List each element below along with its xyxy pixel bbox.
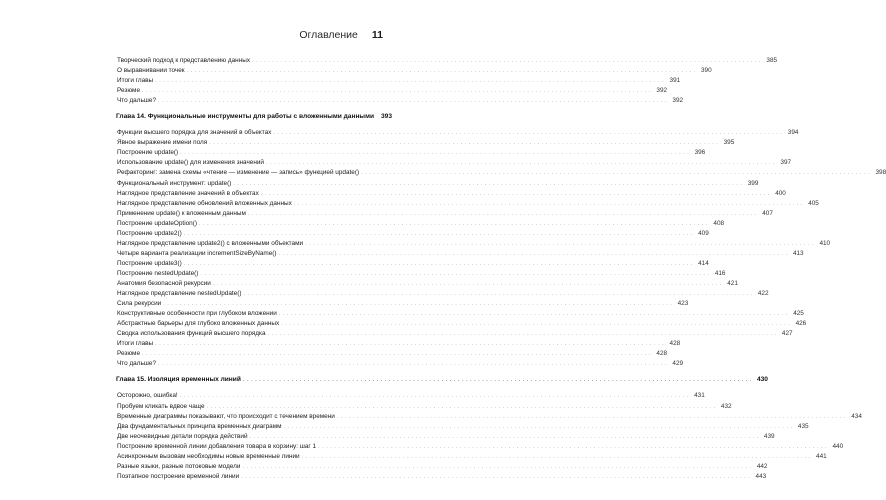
dot-leader: . . . . . . . . . . . . . . . . . . . . . . . . . . . . . . . . . . . . . . . . . . . . . . . . . . . . . . . . . . . . . . . . . . . . . . . . . . . . . . . . . . . . . . . . . . . . . . . . . . . . . . . . . . . . . . . . . . . . . . . . . . . . . . xyxy=(305,240,815,247)
toc-entry-title: Разные языки, разные потоковые модели xyxy=(117,462,241,470)
toc-entry[interactable] xyxy=(116,442,844,452)
dot-leader: . . . . . . . . . . . . . . . . . . . . . . . . . . . . . . . . . . . . . . . . . . . . . . . . . . . . . . . . . . . . . . . . . . . . . . . . . . . . . . . . . . . . . . . . . . . . . . . . . . . . . . . . . . . . . . . . . . . . . . . . . . . . . . xyxy=(283,423,793,430)
toc-entry-page: 396 xyxy=(694,149,706,157)
dot-leader: . . . . . . . . . . . . . . . . . . . . . . . . . . . . . . . . . . . . . . . . . . . . . . . . . . . . . . . . . . . . . . . . . . . . . . . . . . . . . . . . . . . . . . . . . . . . . . . . . . . . . . . . . . . . . . . . . . . . . . . . . . . . . . xyxy=(336,413,846,420)
toc-entry[interactable] xyxy=(116,472,767,482)
toc-entry-page: 385 xyxy=(766,57,778,64)
running-head xyxy=(116,29,383,41)
toc-entry-page: 416 xyxy=(714,269,726,277)
toc-entry-title: Наглядное представление значений в объектах xyxy=(117,189,259,197)
toc-entry-page: 426 xyxy=(795,320,807,328)
dot-leader: . . . . . . . . . . . . . . . . . . . . . . . . . . . . . . . . . . . . . . . . . . . . . . . . . . . . . . . . . . . . . . . . . . . . . . . . . . . . . . . . . . . . . . . . . . . . . . . . . . . . . . . . . . . . . . . . . . . . . . . . . . . . . . xyxy=(183,260,693,267)
toc-entry[interactable] xyxy=(116,462,768,472)
toc-entry[interactable] xyxy=(116,66,712,76)
toc-entry-title: Использование update() для изменения значений xyxy=(117,159,265,167)
toc-entry-title: Наглядное представление обновлений вложенных данных xyxy=(117,199,292,207)
toc-entry-title: Построение updateOption() xyxy=(117,219,197,227)
dot-leader: . . . . . . . . . . . . . . . . . . . . . . . . . . . . . . . . . . . . . . . . . . . . . . . . . . . . . . . . . . . . . . . . . . . . . . . . . . . . . . . . . . . . . . . . . . . . . . . . . . . . . . . . . . . . . . . . . . . . . . . . . . . . . . xyxy=(200,270,710,277)
toc-entry-page: 407 xyxy=(762,209,773,217)
toc-entry-title: Построение nestedUpdate() xyxy=(117,269,199,277)
toc-entry-title: Применение update() к вложенным данным xyxy=(117,209,246,217)
dot-leader: . . . . . . . . . . . . . . . . . . . . . . . . . . . . . . . . . . . . . . . . . . . . . . . . . . . . . . . . . . . . . . . . . . . . . . . . . . . . . . . . . . . . . . . . . . . . . . . . . . . . . . . . . . . . . . . . . . . . . . . . . . . . . . xyxy=(241,473,751,480)
dot-leader: . . . . . . . . . . . . . . . . . . . . . . . . . . . . . . . . . . . . . . . . . . . . . . . . . . . . . . . . . . . . . . . . . . . . . . . . . . . . . . . . . . . . . . . . . . . . . . . . . . . . . . . . . . . . . . . . . . . . . . . . . . . . . . xyxy=(281,321,791,328)
toc-entry-title: Рефакторинг: замена схемы «чтение — изменение — запись» функцией update() xyxy=(117,169,360,177)
toc-entry-page: 414 xyxy=(698,259,709,267)
dot-leader: . . . . . . . . . . . . . . . . . . . . . . . . . . . . . . . . . . . . . . . . . . . . . . . . . . . . . . . . . . . . . . . . . . . . . . . . . . . . . . . . . . . . . . . . . . . . . . . . . . . . . . . . . . . . . . . . . . . . . . . . . . . . . . xyxy=(267,331,777,338)
toc-entry-title: Итоги главы xyxy=(117,77,154,85)
toc-entry-page: 421 xyxy=(727,279,738,287)
toc-entry-title: Временные диаграммы показывают, что происходит с течением времени xyxy=(117,412,335,420)
toc-entry-page: 405 xyxy=(808,199,819,207)
toc-entry[interactable] xyxy=(116,319,807,329)
toc-entry-page: 394 xyxy=(787,129,799,137)
dot-leader: . . . . . . . . . . . . . . . . . . . . . . . . . . . . . . . . . . . . . . . . . . . . . . . . . . . . . . . . . . . . . . . . . . . . . . . . . . . . . . . . . . . . . . . . . . . . . . . . . . . . . . . . . . . . . . . . . . . . . . . . . . . . . . xyxy=(186,68,696,75)
dot-leader: . . . . . . . . . . . . . . . . . . . . . . . . . . . . . . . . . . . . . . . . . . . . . . . . . . . . . . . . . . . . . . . . . . . . . . . . . . . . . . . . . . . . . . . . . . . . . . . . . . . . . . . . . . . . . . . . . . . . . . . . . . . . . . xyxy=(142,351,652,358)
toc-entry[interactable] xyxy=(116,391,705,401)
toc-chapter-page: 393 xyxy=(380,113,392,121)
toc-entry[interactable] xyxy=(116,209,773,219)
dot-leader: . . . . . . . . . . . . . . . . . . . . . . . . . . . . . . . . . . . . . . . . . . . . . . . . . . . . . . . . . . . . . . . . . . . . . . . . . . . . . . . . . . . . . . . . . . . . . . . . . . . . . . . . . . . . . . . . . . . . . . . . . . . . . . xyxy=(163,301,673,308)
toc-chapter-page: 430 xyxy=(756,376,768,384)
toc-entry-page: 391 xyxy=(669,77,681,85)
toc-entry[interactable] xyxy=(116,158,792,168)
toc-entry-page: 410 xyxy=(819,239,831,247)
toc-chapter-title: Глава 14. Функциональные инструменты для работы с вложенными данными xyxy=(116,113,374,121)
toc-entry-title: Осторожно, ошибка! xyxy=(117,392,178,400)
toc-entry-page: 428 xyxy=(669,340,681,348)
toc-entry-title: Асинхронным вызовам необходимы новые временные линии xyxy=(117,452,300,460)
toc-entry[interactable] xyxy=(116,309,804,319)
toc-entry-page: 390 xyxy=(701,67,712,75)
toc-entry[interactable] xyxy=(116,299,689,309)
toc-entry-title: Сила рекурсии xyxy=(117,300,162,308)
dot-leader: . . . . . . . . . . . . . . . . . . . . . . . . . . . . . . . . . . . . . . . . . . . . . . . . . . . . . . . . . . . . . . . . . . . . . . . . . . . . . . . . . . . . . . . . . . . . . . . . . . . . . . . . . . . . . . . . . . . . . . . . . . . . . . xyxy=(252,58,762,64)
toc-entry-page: 422 xyxy=(757,290,769,298)
toc-entry[interactable] xyxy=(116,76,681,86)
toc-entry[interactable] xyxy=(116,96,684,106)
dot-leader: . . . . . . . . . . . . . . . . . . . . . . . . . . . . . . . . . . . . . . . . . . . . . . . . . . . . . . . . . . . . . . . . . . . . . . . . . . . . . . . . . . . . . . . . . . . . . . . . . . . . . . . . . . . . . . . . . . . . . . . . . . . . . . xyxy=(155,78,665,85)
toc-entry[interactable] xyxy=(116,189,786,199)
toc-entry-page: 398 xyxy=(875,169,886,177)
toc-entry-title: Что дальше? xyxy=(117,97,157,105)
dot-leader: . . . . . . . . . . . . . . . . . . . . . . . . . . . . . . . . . . . . . . . . . . . . . . . . . . . . . . . . . . . . . . . . . . . . . . . . . . . . . . . . . . . . . . . . . . . . . . . . . . . . . . . . . . . . . . . . . . . . . . . . . . . . . . xyxy=(142,88,652,95)
toc-entry-title: Построение update2() xyxy=(117,229,182,237)
toc-entry-page: 413 xyxy=(792,249,804,257)
toc-entry-page: 397 xyxy=(780,159,792,167)
toc-entry-title: Сводка использования функций высшего порядка xyxy=(117,330,266,338)
toc-entry-title: Функции высшего порядка для значений в объектах xyxy=(117,129,272,137)
dot-leader: . . . . . . . . . . . . . . . . . . . . . . . . . . . . . . . . . . . . . . . . . . . . . . . . . . . . . . . . . . . . . . . . . . . . . . . . . . . . . . . . . . . . . . . . . . . . . . . . . . . . . . . . . . . . . . . . . . . . . . . . . . . . . . xyxy=(233,180,743,187)
page-number: 11 xyxy=(371,29,383,41)
dot-leader: . . . . . . . . . . . . . . . . . . . . . . . . . . . . . . . . . . . . . . . . . . . . . . . . . . . . . . . . . . . . . . . . . . . . . . . . . . . . . . . . . . . . . . . . . . . . . . . . . . . . . . . . . . . . . . . . . . . . . . . . . . . . . . xyxy=(212,280,722,287)
toc-entry-title: Наглядное представление update2() с вложенными объектами xyxy=(117,239,304,247)
dot-leader: . . . . . . . . . . . . . . . . . . . . . . . . . . . . . . . . . . . . . . . . . . . . . . . . . . . . . . . . . . . . . . . . . . . . . . . . . . . . . . . . . . . . . . . . . . . . . . . . . . . . . . . . . . . . . . . . . . . . . . . . . . . . . . xyxy=(209,140,719,147)
toc-entry[interactable] xyxy=(116,349,668,359)
toc-entry[interactable] xyxy=(116,329,793,339)
toc-entry-title: О выравнивании точек xyxy=(117,67,185,75)
toc-entry-title: Пробуем кликать вдвое чаще xyxy=(117,402,205,410)
toc-entry[interactable] xyxy=(116,269,726,279)
toc-entry-title: Два фундаментальных принципа временных диаграмм xyxy=(117,422,282,430)
toc-chapter-title: Глава 15. Изоляция временных линий xyxy=(116,376,241,384)
dot-leader: . . . . . . . . . . . . . . . . . . . . . . . . . . . . . . . . . . . . . . . . . . . . . . . . . . . . . . . . . . . . . . . . . . . . . . . . . . . . . . . . . . . . . . . . . . . . . . . . . . . . . . . . . . . . . . . . . . . . . . . . . . . . . . xyxy=(301,453,811,460)
toc-chapter[interactable] xyxy=(116,375,768,385)
table-of-contents xyxy=(116,56,886,482)
toc-entry-page: 432 xyxy=(720,402,732,410)
toc-entry-page: 435 xyxy=(797,422,809,430)
toc-entry-title: Поэтапное построение временной линии xyxy=(117,472,240,480)
toc-entry[interactable] xyxy=(116,168,886,178)
toc-entry-title: Что дальше? xyxy=(117,360,157,368)
dot-leader: . . . . . . . . . . . . . . . . . . . . . . . . . . . . . . . . . . . . . . . . . . . . . . . . . . . . . . . . . . . . . . . . . . . . . . . . . . . . . . . . . . . . . . . . . . . . . . . . . . . . . . . . . . . . . . . . . . . . . . . . . . . . . . xyxy=(158,361,668,368)
toc-entry-page: 440 xyxy=(832,442,844,450)
toc-entry-page: 431 xyxy=(694,392,705,400)
toc-entry-title: Абстрактные барьеры для глубоко вложенных данных xyxy=(117,320,280,328)
dot-leader: . . . . . . . . . . . . . . . . . . . . . . . . . . . . . . . . . . . . . . . . . . . . . . . . . . . . . . . . . . . . . . . . . . . . . . . . . . . . . . . . . . . . . . . . . . . . . . . . . . . . . . . . . . . . . . . . . . . . . . . . . . . . . . xyxy=(242,463,752,470)
toc-entry-page: 439 xyxy=(763,432,775,440)
toc-entry[interactable] xyxy=(116,259,709,269)
toc-entry-page: 409 xyxy=(698,229,709,237)
toc-entry[interactable] xyxy=(116,128,799,138)
toc-entry[interactable] xyxy=(116,402,732,412)
toc-entry[interactable] xyxy=(116,359,684,369)
toc-entry-page: 392 xyxy=(672,97,684,105)
dot-leader: . . . . . . . . . . . . . . . . . . . . . . . . . . . . . . . . . . . . . . . . . . . . . . . . . . . . . . . . . . . . . . . . . . . . . . . . . . . . . . . . . . . . . . . . . . . . . . . . . . . . . . . . . . . . . . . . . . . . . . . . . . . . . . xyxy=(158,98,668,105)
toc-entry-title: Анатомия безопасной рекурсии xyxy=(117,279,211,287)
dot-leader: . . . . . . . . . . . . . . . . . . . . . . . . . . . . . . . . . . . . . . . . . . . . . . . . . . . . . . . . . . . . . . . . . . . . . . . . . . . . . . . . . . . . . . . . . . . . . . . . . . . . . . . . . . . . . . . . . . . . . . . . . . . . . . xyxy=(242,377,752,384)
dot-leader: . . . . . . . . . . . . . . . . . . . . . . . . . . . . . . . . . . . . . . . . . . . . . . . . . . . . . . . . . . . . . . . . . . . . . . . . . . . . . . . . . . . . . . . . . . . . . . . . . . . . . . . . . . . . . . . . . . . . . . . . . . . . . . xyxy=(266,160,776,167)
dot-leader: . . . . . . . . . . . . . . . . . . . . . . . . . . . . . . . . . . . . . . . . . . . . . . . . . . . . . . . . . . . . . . . . . . . . . . . . . . . . . . . . . . . . . . . . . . . . . . . . . . . . . . . . . . . . . . . . . . . . . . . . . . . . . . xyxy=(293,200,803,207)
toc-entry-page: 442 xyxy=(756,462,768,470)
toc-entry[interactable] xyxy=(116,199,819,209)
toc-entry[interactable] xyxy=(116,179,759,189)
toc-entry[interactable] xyxy=(116,279,738,289)
dot-leader: . . . . . . . . . . . . . . . . . . . . . . . . . . . . . . . . . . . . . . . . . . . . . . . . . . . . . . . . . . . . . . . . . . . . . . . . . . . . . . . . . . . . . . . . . . . . . . . . . . . . . . . . . . . . . . . . . . . . . . . . . . . . . . xyxy=(179,393,689,400)
toc-entry-page: 425 xyxy=(793,310,804,318)
dot-leader: . . . . . . . . . . . . . . . . . . . . . . . . . . . . . . . . . . . . . . . . . . . . . . . . . . . . . . . . . . . . . . . . . . . . . . . . . . . . . . . . . . . . . . . . . . . . . . . . . . . . . . . . . . . . . . . . . . . . . . . . . . . . . . xyxy=(243,291,753,298)
toc-entry-page: 408 xyxy=(713,219,725,227)
toc-entry-title: Построение update3() xyxy=(117,259,182,267)
toc-entry-page: 441 xyxy=(816,452,827,460)
dot-leader: . . . . . . . . . . . . . . . . . . . . . . . . . . . . . . . . . . . . . . . . . . . . . . . . . . . . . . . . . . . . . . . . . . . . . . . . . . . . . . . . . . . . . . . . . . . . . . . . . . . . . . . . . . . . . . . . . . . . . . . . . . . . . . xyxy=(206,403,716,410)
toc-chapter[interactable] xyxy=(116,112,392,122)
toc-entry-page: 423 xyxy=(677,300,689,308)
toc-entry-title: Четыре варианта реализации incrementSizeByName() xyxy=(117,249,277,257)
dot-leader: . . . . . . . . . . . . . . . . . . . . . . . . . . . . . . . . . . . . . . . . . . . . . . . . . . . . . . . . . . . . . . . . . . . . . . . . . . . . . . . . . . . . . . . . . . . . . . . . . . . . . . . . . . . . . . . . . . . . . . . . . . . . . . xyxy=(155,341,665,348)
toc-entry[interactable] xyxy=(116,86,668,96)
toc-entry[interactable] xyxy=(116,339,681,349)
toc-entry-page: 399 xyxy=(747,179,759,187)
toc-entry[interactable] xyxy=(116,219,725,229)
dot-leader: . . . . . . . . . . . . . . . . . . . . . . . . . . . . . . . . . . . . . . . . . . . . . . . . . . . . . . . . . . . . . . . . . . . . . . . . . . . . . . . . . . . . . . . . . . . . . . . . . . . . . . . . . . . . . . . . . . . . . . . . . . . . . . xyxy=(199,220,709,227)
toc-entry-title: Резюме xyxy=(117,350,140,358)
dot-leader: . . . . . . . . . . . . . . . . . . . . . . . . . . . . . . . . . . . . . . . . . . . . . . . . . . . . . . . . . . . . . . . . . . . . . . . . . . . . . . . . . . . . . . . . . . . . . . . . . . . . . . . . . . . . . . . . . . . . . . . . . . . . . . xyxy=(278,311,788,318)
toc-entry[interactable] xyxy=(116,138,735,148)
dot-leader: . . . . . . . . . . . . . . . . . . . . . . . . . . . . . . . . . . . . . . . . . . . . . . . . . . . . . . . . . . . . . . . . . . . . . . . . . . . . . . . . . . . . . . . . . . . . . . . . . . . . . . . . . . . . . . . . . . . . . . . . . . . . . . xyxy=(273,130,783,137)
toc-entry[interactable] xyxy=(116,412,862,422)
toc-entry[interactable] xyxy=(116,432,775,442)
toc-entry[interactable] xyxy=(116,289,769,299)
toc-entry-page: 400 xyxy=(775,189,786,197)
toc-entry-title: Наглядное представление nestedUpdate() xyxy=(117,290,242,298)
toc-entry-title: Резюме xyxy=(117,87,140,95)
toc-entry[interactable] xyxy=(116,56,778,66)
toc-entry-title: Явное выражение имени поля xyxy=(117,139,208,147)
toc-entry-page: 392 xyxy=(656,87,668,95)
toc-entry-page: 443 xyxy=(755,472,767,480)
dot-leader: . . . . . . . . . . . . . . . . . . . . . . . . . . . . . . . . . . . . . . . . . . . . . . . . . . . . . . . . . . . . . . . . . . . . . . . . . . . . . . . . . . . . . . . . . . . . . . . . . . . . . . . . . . . . . . . . . . . . . . . . . . . . . . xyxy=(278,250,788,257)
dot-leader: . . . . . . . . . . . . . . . . . . . . . . . . . . . . . . . . . . . . . . . . . . . . . . . . . . . . . . . . . . . . . . . . . . . . . . . . . . . . . . . . . . . . . . . . . . . . . . . . . . . . . . . . . . . . . . . . . . . . . . . . . . . . . . xyxy=(247,210,757,217)
toc-entry[interactable] xyxy=(116,452,827,462)
toc-entry-title: Построение временной линии добавления товара в корзину: шаг 1 xyxy=(117,442,317,450)
toc-entry[interactable] xyxy=(116,239,831,249)
toc-entry-page: 429 xyxy=(672,360,684,368)
toc-entry-page: 427 xyxy=(781,330,793,338)
toc-entry-page: 428 xyxy=(656,350,668,358)
dot-leader: . . . . . . . . . . . . . . . . . . . . . . . . . . . . . . . . . . . . . . . . . . . . . . . . . . . . . . . . . . . . . . . . . . . . . . . . . . . . . . . . . . . . . . . . . . . . . . . . . . . . . . . . . . . . . . . . . . . . . . . . . . . . . . xyxy=(318,443,828,450)
toc-entry[interactable] xyxy=(116,148,706,158)
toc-entry[interactable] xyxy=(116,249,804,259)
toc-entry-title: Конструктивные особенности при глубоком вложении xyxy=(117,310,277,318)
toc-entry-title: Итоги главы xyxy=(117,340,154,348)
toc-entry-page: 395 xyxy=(723,139,735,147)
dot-leader: . . . . . . . . . . . . . . . . . . . . . . . . . . . . . . . . . . . . . . . . . . . . . . . . . . . . . . . . . . . . . . . . . . . . . . . . . . . . . . . . . . . . . . . . . . . . . . . . . . . . . . . . . . . . . . . . . . . . . . . . . . . . . . xyxy=(260,190,770,197)
toc-entry[interactable] xyxy=(116,229,709,239)
dot-leader: . . . . . . . . . . . . . . . . . . . . . . . . . . . . . . . . . . . . . . . . . . . . . . . . . . . . . . . . . . . . . . . . . . . . . . . . . . . . . . . . . . . . . . . . . . . . . . . . . . . . . . . . . . . . . . . . . . . . . . . . . . . . . . xyxy=(183,230,693,237)
toc-entry-page: 434 xyxy=(851,412,862,420)
dot-leader: . . . . . . . . . . . . . . . . . . . . . . . . . . . . . . . . . . . . . . . . . . . . . . . . . . . . . . . . . . . . . . . . . . . . . . . . . . . . . . . . . . . . . . . . . . . . . . . . . . . . . . . . . . . . . . . . . . . . . . . . . . . . . . xyxy=(180,150,690,157)
toc-entry-title: Построение update() xyxy=(117,149,179,157)
toc-entry-title: Две неочевидные детали порядка действий xyxy=(117,432,248,440)
dot-leader: . . . . . . . . . . . . . . . . . . . . . . . . . . . . . . . . . . . . . . . . . . . . . . . . . . . . . . . . . . . . . . . . . . . . . . . . . . . . . . . . . . . . . . . . . . . . . . . . . . . . . . . . . . . . . . . . . . . . . . . . . . . . . . xyxy=(361,170,871,177)
toc-entry-title: Творческий подход к представлению данных xyxy=(117,57,251,64)
dot-leader: . . . . . . . . . . . . . . . . . . . . . . . . . . . . . . . . . . . . . . . . . . . . . . . . . . . . . . . . . . . . . . . . . . . . . . . . . . . . . . . . . . . . . . . . . . . . . . . . . . . . . . . . . . . . . . . . . . . . . . . . . . . . . . xyxy=(249,433,759,440)
toc-entry-title: Функциональный инструмент: update() xyxy=(117,179,232,187)
toc-entry[interactable] xyxy=(116,422,809,432)
running-head-title: Оглавление xyxy=(299,29,358,41)
